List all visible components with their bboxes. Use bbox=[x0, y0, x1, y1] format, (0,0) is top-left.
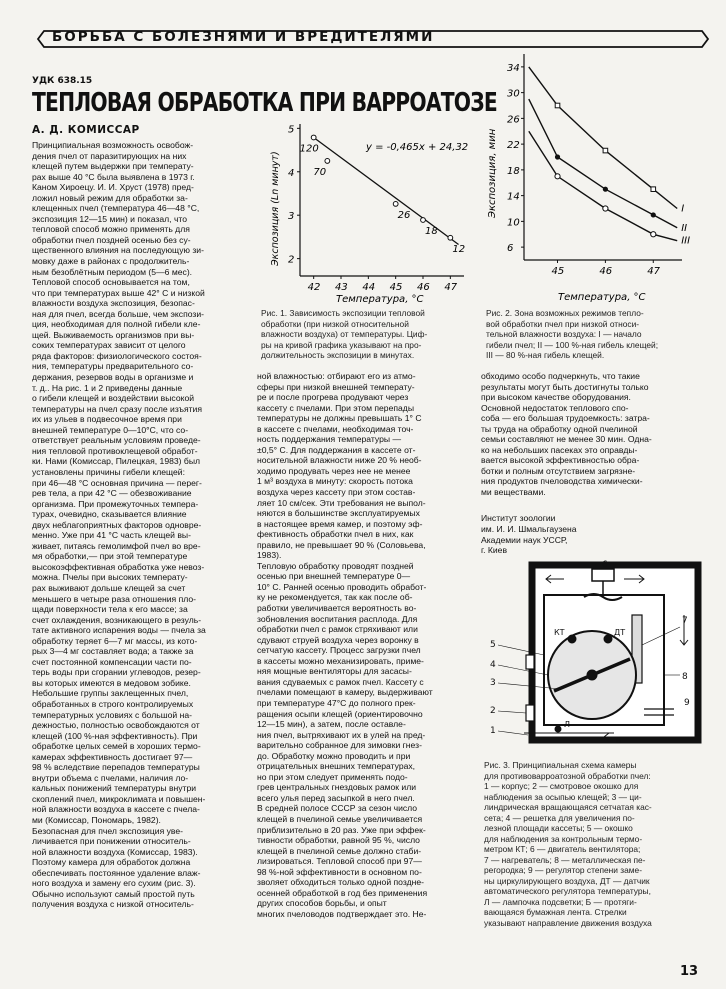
figure-1-chart bbox=[258, 116, 473, 306]
data-label: 18 bbox=[425, 225, 438, 237]
body-column-2: ной влажностью: отбирают его из атмо- сферы при низкой внешней температу- ре и после прогрева продувают через кассету с пчелами. При этом перепады температуры не должны превышать 1° С в кассете с пчелами, необходимая точ- ность поддержания температуры — ±0,5° С. Для поддержания в кассете от- носительной влажности ниже 20 % необ- ходимо продувать через нее не менее 1 м³ воздуха в минуту: скорость потока воздуха через кассету при этом состав- ляет 10 см/сек. Эти требования не выпол- няются в большинстве эксплуатируемых в настоящее время камер, и поэтому эф- фективность обработки пчел в них, как правило, не превышает 90 % (Соловьева, 1983). Тепловую обработку проводят поздней осенью при внешней температуре 0— 10° С. Ранней осенью проводить обработ- ку не рекомендуется, так как после об- работки увеличивается вероятность во- зобновления воспитания расплода. Для обработки пчел с рамок стряхивают или сдувают струей воздуха через воронку в сетчатую кассету. Процесс загрузки пчел в кассеты можно механизировать, приме- няя мощные вентиляторы для засасы- вания сдуваемых с рамок пчел. Кассету с пчелами помещают в камеру, выдерживают при температуре 47°С до полного прек- ращения осыпи клещей (ориентировочно 12—15 мин), а затем, после оставле- ния пчел, вытряхивают их в улей на пред- варительно собранное для зимовки гнез- до. Обработку можно проводить и при отрицательных внешних температурах, но при этом следует применять подо- грев центральных гнездовых рамок или всего улья перед засыпкой в него пчел. В средней полосе СССР за сезон число клещей в пчелиной семье увеличивается приблизительно в 20 раз. Уже при эффек- тивности обработки, равной 95 %, число клещей в пчелиной семье должно стаби- лизироваться. Тепловой способ при 97— 98 %-ной эффективности в основном по- зволяет обходиться только одной поздне- осенней обработкой в год без применения других способов борьбы, и опыт многих пчеловодов подтверждает это. Не- bbox=[257, 371, 433, 919]
series-marker bbox=[555, 103, 560, 108]
figure-3-caption: Рис. 3. Принципиальная схема камеры для противоварроатозной обработки пчел: 1 — корпус; 2 — смотровое окошко для наблюдения за осыпью клещей; 3 — ци- линдрическая вращающаяся сетчатая кас- сета; 4 — решетка для увеличения по- лезной площади кассеты; 5 — окошко для наблюдения за контрольным термо- метром КТ; 6 — двигатель вентилятора; 7 — нагреватель; 8 — металлическая пе- регородка; 9 — регулятор степени заме- ны циркулирующего воздуха, ДТ — датчик автоматического регулятора температуры, Л — лампочка подсветки; Б — протяги- вающаяся бумажная лента. Стрелки указывают направление движения воздуха bbox=[484, 760, 652, 928]
y-tick-label: 10 bbox=[507, 217, 520, 229]
series-marker bbox=[555, 174, 560, 179]
x-tick-label: 47 bbox=[444, 282, 458, 293]
y-tick-label: 34 bbox=[507, 62, 520, 74]
x-tick-label: 45 bbox=[389, 282, 403, 293]
x-tick-label: 46 bbox=[599, 266, 613, 277]
y-tick-label: 3 bbox=[288, 211, 295, 223]
data-label: 120 bbox=[299, 143, 319, 155]
label-dt: ДТ bbox=[614, 628, 626, 637]
data-point bbox=[393, 202, 398, 207]
y-tick-label: 14 bbox=[507, 191, 520, 203]
data-point bbox=[448, 235, 453, 240]
figure-2-caption: Рис. 2. Зона возможных режимов тепло- вой обработки пчел при низкой относи- тельной влажности воздуха: I — начало гибели пчел; II — 100 %-ная гибель клещей; III — 80 %-ная гибель клещей. bbox=[486, 308, 659, 360]
label-6: 6 bbox=[602, 560, 608, 570]
x-tick-label: 47 bbox=[647, 266, 661, 277]
x-axis-label: Температура, °С bbox=[336, 294, 424, 305]
series-marker bbox=[651, 212, 656, 217]
x-tick-label: 42 bbox=[307, 282, 321, 293]
series-label: I bbox=[681, 203, 685, 215]
thermometer-window bbox=[526, 655, 534, 669]
series-marker bbox=[651, 187, 656, 192]
series-marker bbox=[651, 232, 656, 237]
article-title: ТЕПЛОВАЯ ОБРАБОТКА ПРИ ВАРРОАТОЗЕ bbox=[32, 88, 497, 118]
x-tick-label: 43 bbox=[335, 282, 348, 293]
article-author: А. Д. КОМИССАР bbox=[32, 124, 140, 136]
lamp bbox=[555, 726, 561, 732]
label-l: Л bbox=[564, 720, 571, 729]
series-marker bbox=[603, 206, 608, 211]
body-column-1: Принципиальная возможность освобож- дения пчел от паразитирующих на них клещей путем выдержки при температу- рах выше 40 °С была выявлена в 1973 г. Каном Хироецу. И. И. Хруст (1978) пред- ложил новый режим для обработки за- клещенных пчел (температура 46—48 °С, экспозиция 12—15 мин) и показал, что тепловой способ можно применять для обработки пчел поздней осенью без су- щественного влияния на последующую зи- мовку даже в районах с продолжитель- ным безоблётным периодом (5—6 мес). Тепловой способ основывается на том, что при температурах выше 42° С и низкой влажности воздуха экспозиция, безопас- ная для пчел, всегда больше, чем экспози- ция, необходимая для полной гибели кле- щей. Выживаемость организмов при вы- соких температурах зависит от целого ряда факторов: физиологического состоя- ния, температуры предварительного со- держания, резервов воды в организме и т. д.. На рис. 1 и 2 приведены данные о гибели клещей и воздействии высокой температуры на пчел сразу после изъятия их из ульев в подвесочное время при внешней температуре 0—10°С, что со- ответствует реальным условиям проведе- ния тепловой противоклещевой обработ- ки. Нами (Комиссар, Пилецкая, 1983) был установлены причины гибели клещей: при 46—48 °С основная причина — перег- рев тела, а при 42 °С — обезвоживание организма. При промежуточных темпера- турах, очевидно, сказывается влияние двух неблагоприятных факторов одновре- менно. Уже при 41 °С часть клещей вы- живает, питаясь гемолимфой пчел во вре- мя обработки,— при этой температуре высокоэффективная обработка уже невоз- можна. Пчелы при высоких температу- рах выживают дольше клещей за счет меньшего в четыре раза отношения пло- щади поверхности тела к его массе; за счет охлаждения, возникающего в резуль- тате активного испарения воды — пчела за обработку теряет 6—7 мг массы, из кото- рых 3—4 мг составляет вода; а также за счет постоянной компенсации части по- терь воды при сгорании углеводов, резер- вы которых имеются в медовом зобике. Небольшие группы заклещенных пчел, обработанных в строго контролируемых температурных условиях с большой на- дежностью, полностью освобождаются от клещей (100 %-ная эффективность). При обработке целых семей в хороших термо- камерах эффективность достигает 97— 98 % вследствие перепадов температуры внутри объема с пчелами, наличия ло- кальных понижений температуры внутри скоплений пчел, микроклимата и повышен- ной влажности воздуха в кассете с пчела- ми (Комиссар, Пономарь, 1982). Безопасная для пчел экспозиция уве- личивается при понижении относитель- ной влажности воздуха (Комиссар, 1983). Поэтому камера для обработок должна обеспечивать постоянное удаление влаж- ного воздуха и замену его сухим (рис. 3). Обычно используют самый простой путь получения воздуха с низкой относитель- bbox=[32, 140, 206, 910]
figure-2-chart bbox=[482, 48, 704, 306]
udk-code: УДК 638.15 bbox=[32, 76, 93, 86]
fan-motor bbox=[592, 569, 614, 581]
observation-window bbox=[526, 705, 534, 721]
y-axis-label: Экспозиция, мин bbox=[487, 128, 498, 218]
data-label: 12 bbox=[452, 243, 466, 255]
x-tick-label: 46 bbox=[417, 282, 430, 293]
y-tick-label: 4 bbox=[288, 167, 295, 179]
rubric-header bbox=[30, 28, 710, 50]
series-marker bbox=[603, 187, 608, 192]
label-9: 9 bbox=[684, 698, 690, 708]
y-tick-label: 5 bbox=[288, 124, 295, 136]
temperature-sensor bbox=[604, 635, 612, 643]
series-label: III bbox=[681, 235, 691, 247]
y-tick-label: 6 bbox=[507, 243, 514, 255]
figure-1-caption: Рис. 1. Зависимость экспозиции тепловой обработки (при низкой относительной влажности воздуха) от температуры. Циф- ры на кривой графика указывают на про- должительность экспозиции в минутах. bbox=[261, 308, 428, 360]
x-tick-label: 44 bbox=[362, 282, 376, 293]
label-3: 3 bbox=[490, 678, 496, 688]
body-column-3: обходимо особо подчеркнуть, что такие результаты могут быть достигнуты только при высоком качестве оборудования. Основной недостаток теплового спо- соба — его большая трудоемкость: затра- ты труда на обработку одной пчелиной семьи составляют не менее 30 мин. Одна- ко на небольших пасеках это оправды- вается высокой эффективностью обра- ботки и полным отсутствием загрязне- ния продуктов пчеловодства химически- ми веществами. bbox=[481, 371, 652, 498]
affiliation: Институт зоологии им. И. И. Шмальгаузена Академии наук УССР, г. Киев bbox=[481, 513, 577, 556]
y-tick-label: 30 bbox=[507, 88, 520, 100]
data-point bbox=[421, 218, 426, 223]
series-marker bbox=[603, 148, 608, 153]
y-tick-label: 2 bbox=[288, 254, 295, 266]
regression-equation: y = -0,465x + 24,32 bbox=[366, 142, 469, 153]
y-tick-label: 18 bbox=[507, 165, 520, 177]
label-1: 1 bbox=[490, 726, 496, 736]
data-point bbox=[311, 135, 316, 140]
series-label: II bbox=[681, 222, 688, 234]
page-number: 13 bbox=[680, 964, 699, 979]
figure-3-diagram bbox=[484, 555, 704, 755]
x-tick-label: 45 bbox=[551, 266, 565, 277]
series-marker bbox=[555, 154, 560, 159]
y-tick-label: 26 bbox=[507, 114, 520, 126]
data-label: 26 bbox=[397, 209, 411, 221]
label-8: 8 bbox=[682, 672, 688, 682]
x-axis-label: Температура, °С bbox=[558, 292, 646, 303]
control-thermometer bbox=[568, 635, 576, 643]
label-7: 7 bbox=[682, 616, 688, 626]
label-b: Б bbox=[616, 736, 622, 745]
data-point bbox=[325, 159, 330, 164]
rubric-title: БОРЬБА С БОЛЕЗНЯМИ И ВРЕДИТЕЛЯМИ bbox=[52, 29, 435, 45]
y-axis-label: Экспозиция (Ln минут) bbox=[270, 151, 281, 266]
data-label: 70 bbox=[313, 166, 327, 178]
label-5: 5 bbox=[490, 640, 496, 650]
label-2: 2 bbox=[490, 706, 496, 716]
label-4: 4 bbox=[490, 660, 496, 670]
y-tick-label: 22 bbox=[507, 140, 520, 152]
label-kt: КТ bbox=[554, 628, 565, 637]
